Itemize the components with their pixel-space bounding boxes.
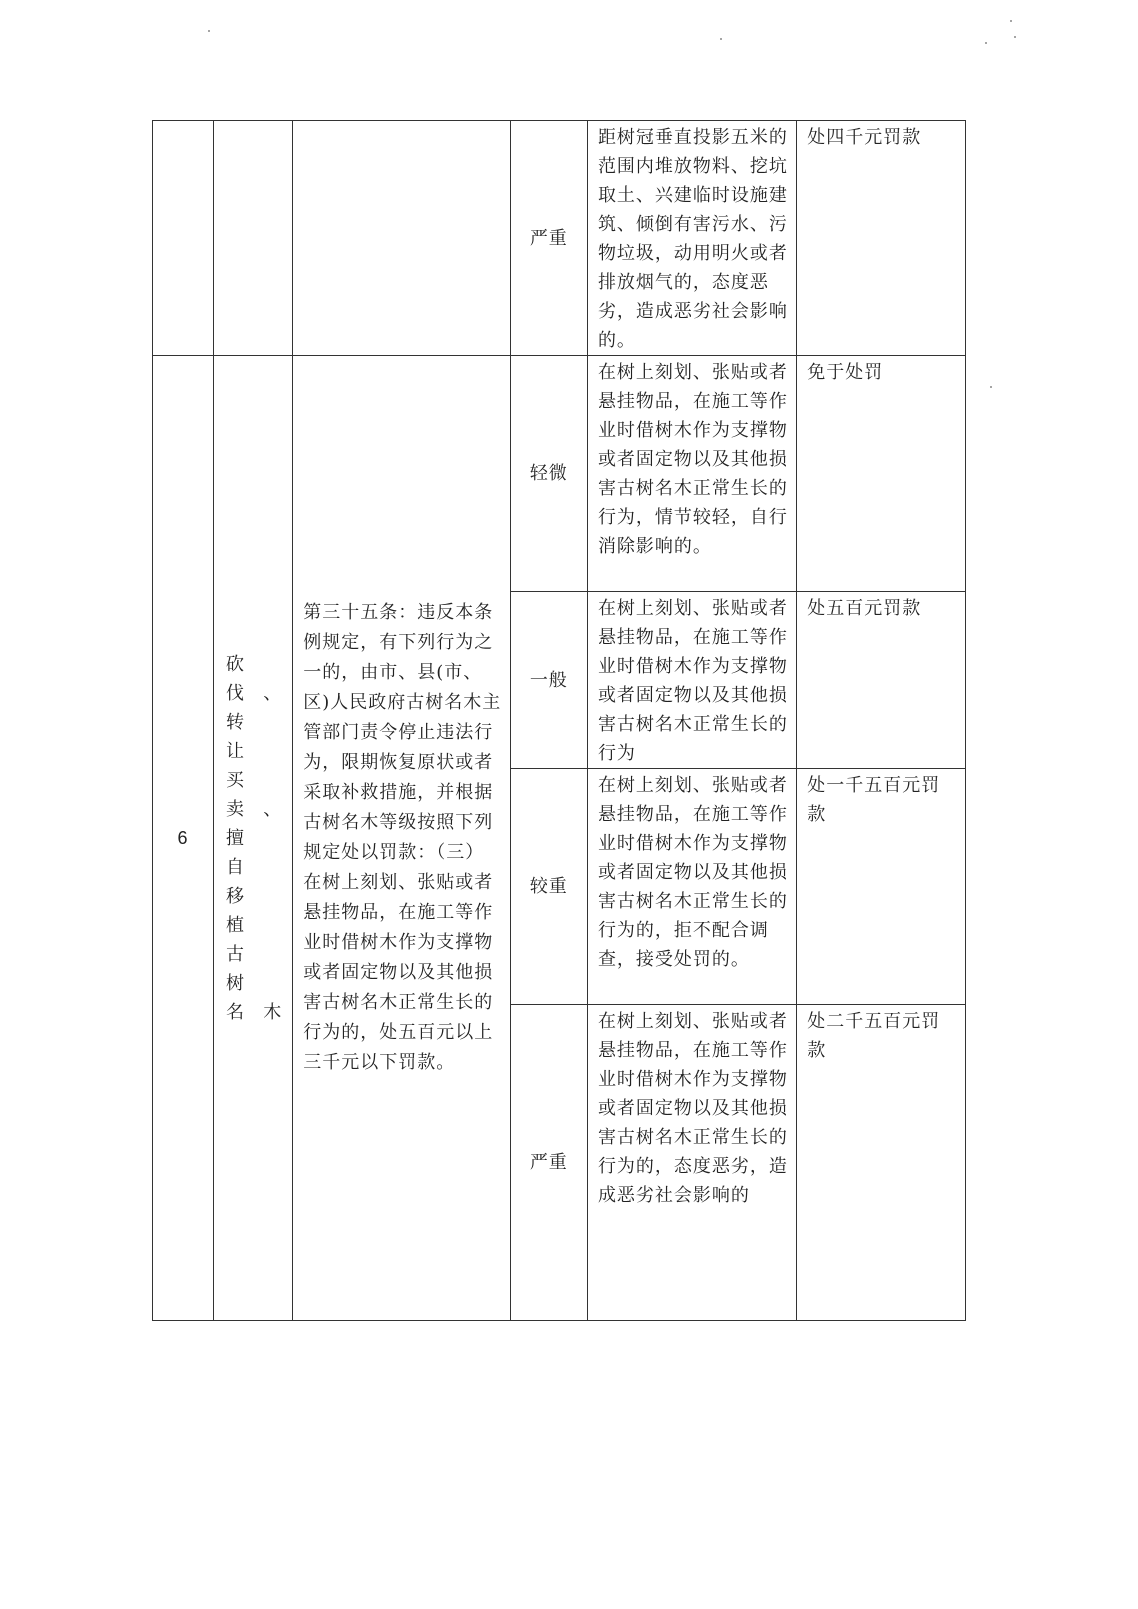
penalty-text: 处二千五百元罚款 [797, 1005, 966, 1321]
scan-speck [1014, 36, 1016, 38]
circumstance-text: 在树上刻划、张贴或者悬挂物品，在施工等作业时借树木作为支撑物或者固定物以及其他损害古树名木正常生长的行为 [587, 592, 796, 769]
item-number-cell [153, 121, 214, 356]
circumstance-text: 距树冠垂直投影五米的范围内堆放物料、挖坑取土、兴建临时设施建筑、倾倒有害污水、污物垃圾，动用明火或者排放烟气的，态度恶劣，造成恶劣社会影响的。 [587, 121, 796, 356]
behavior-line: 擅 自 [225, 827, 264, 878]
penalty-text: 免于处罚 [797, 356, 966, 592]
penalty-discretion-table [152, 120, 966, 1321]
penalty-text: 处一千五百元罚款 [797, 769, 966, 1005]
table-row [153, 121, 966, 356]
behavior-cell [213, 121, 292, 356]
table-row [153, 356, 966, 592]
scan-speck [720, 38, 722, 40]
severity-level: 严重 [510, 1005, 587, 1321]
clause-cell [293, 121, 510, 356]
circumstance-text: 在树上刻划、张贴或者悬挂物品，在施工等作业时借树木作为支撑物或者固定物以及其他损害古树名木正常生长的行为的，态度恶劣，造成恶劣社会影响的 [587, 1005, 796, 1321]
penalty-text: 处四千元罚款 [797, 121, 966, 356]
severity-level: 轻微 [510, 356, 587, 592]
behavior-line: 名木 [225, 1001, 283, 1023]
behavior-line: 古 树 [225, 943, 264, 994]
severity-level: 严重 [510, 121, 587, 356]
legal-clause: 第三十五条：违反本条例规定，有下列行为之一的，由市、县(市、区)人民政府古树名木主管部门责令停止违法行为，限期恢复原状或者采取补救措施，并根据古树名木等级按照下列规定处以罚款：（三）在树上刻划、张贴或者悬挂物品，在施工等作业时借树木作为支撑物或者固定物以及其他损害古树名木正常生长的行为的，处五百元以上三千元以下罚款。 [293, 356, 510, 1321]
circumstance-text: 在树上刻划、张贴或者悬挂物品，在施工等作业时借树木作为支撑物或者固定物以及其他损害古树名木正常生长的行为的，拒不配合调查，接受处罚的。 [587, 769, 796, 1005]
scan-speck [208, 30, 210, 32]
behavior-line: 买卖、 [225, 769, 283, 820]
behavior-line: 砍伐、 [225, 653, 283, 704]
circumstance-text: 在树上刻划、张贴或者悬挂物品，在施工等作业时借树木作为支撑物或者固定物以及其他损害古树名木正常生长的行为，情节较轻，自行消除影响的。 [587, 356, 796, 592]
scan-speck [990, 386, 992, 388]
severity-level: 较重 [510, 769, 587, 1005]
severity-level: 一般 [510, 592, 587, 769]
item-number: 6 [153, 356, 214, 1321]
behavior-line: 转 让 [225, 711, 264, 762]
violation-behavior [213, 356, 292, 1321]
scan-speck [1010, 20, 1012, 22]
behavior-line: 移 植 [225, 885, 264, 936]
scan-speck [985, 42, 987, 44]
penalty-text: 处五百元罚款 [797, 592, 966, 769]
